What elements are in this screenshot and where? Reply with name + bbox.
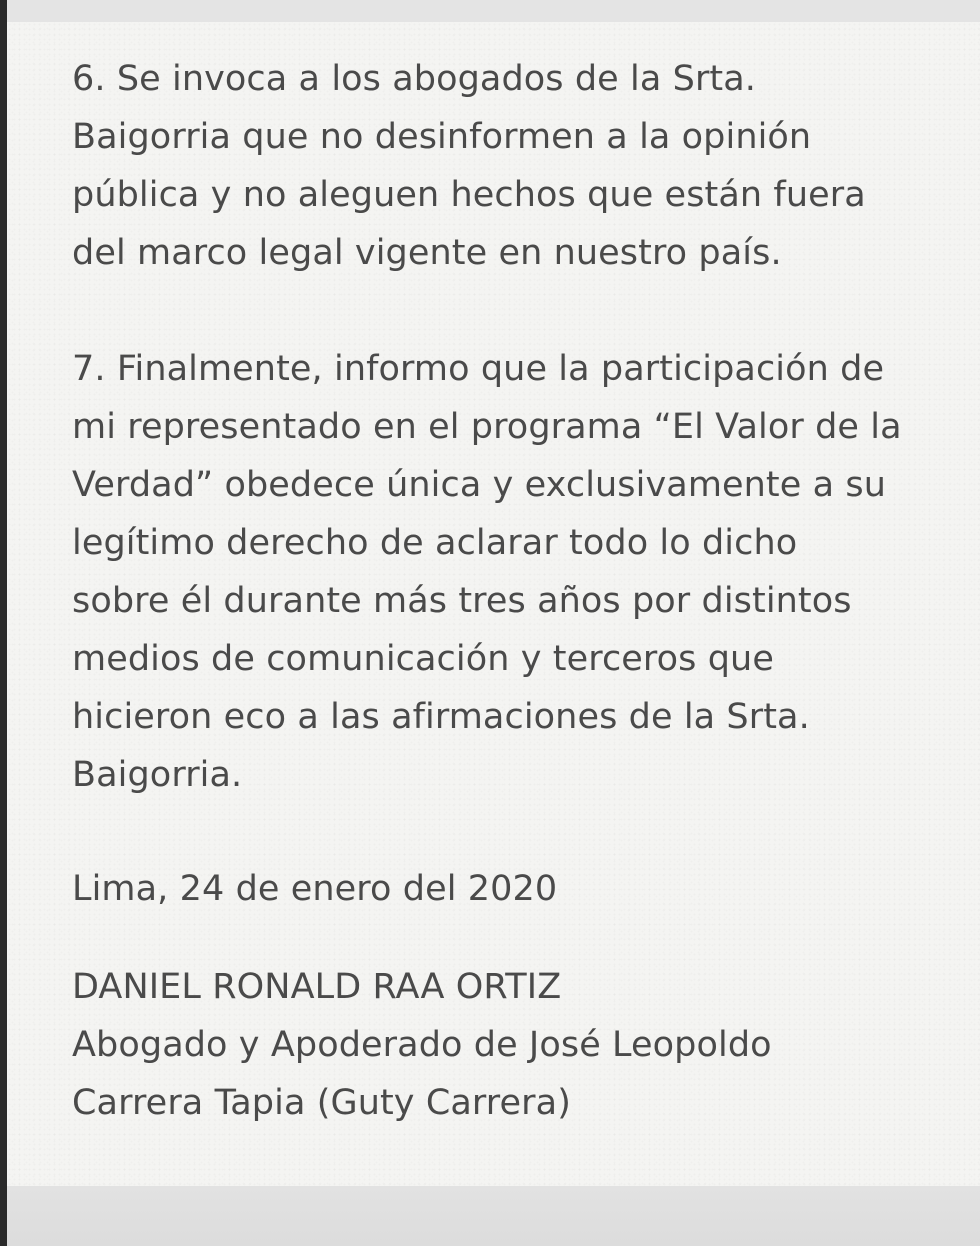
signature-name: DANIEL RONALD RAA ORTIZ: [72, 967, 562, 1007]
paragraph-7: [72, 340, 952, 804]
paragraph-line: 6. Se invoca a los abogados de la Srta.: [72, 59, 757, 99]
date-line: Lima, 24 de enero del 2020: [72, 869, 558, 909]
paragraph-line: Baigorria.: [72, 755, 243, 795]
paragraph-line: Baigorria que no desinformen a la opinión: [72, 117, 812, 157]
left-border: [0, 0, 7, 1246]
paragraph-6: [72, 50, 952, 282]
paragraph-line: Verdad” obedece única y exclusivamente a su: [72, 465, 886, 505]
paragraph-spacer: [72, 918, 952, 958]
signature-title: Carrera Tapia (Guty Carrera): [72, 1083, 571, 1123]
paragraph-line: pública y no aleguen hechos que están fuera: [72, 175, 866, 215]
top-strip: [7, 0, 980, 22]
paragraph-line: 7. Finalmente, informo que la participación de: [72, 349, 885, 389]
paragraph-line: medios de comunicación y terceros que: [72, 639, 774, 679]
paragraph-line: sobre él durante más tres años por distintos: [72, 581, 852, 621]
paragraph-line: mi representado en el programa “El Valor de la: [72, 407, 902, 447]
paragraph-spacer: [72, 282, 952, 340]
signature-block: [72, 958, 952, 1132]
document-body: [72, 50, 952, 1132]
signature-title: Abogado y Apoderado de José Leopoldo: [72, 1025, 772, 1065]
paragraph-line: del marco legal vigente en nuestro país.: [72, 233, 782, 273]
paragraph-line: legítimo derecho de aclarar todo lo dicho: [72, 523, 798, 563]
date-block: [72, 860, 952, 918]
paragraph-line: hicieron eco a las afirmaciones de la Srta.: [72, 697, 810, 737]
bottom-strip: [7, 1186, 980, 1246]
paragraph-spacer: [72, 804, 952, 860]
document-page: [7, 22, 980, 1186]
